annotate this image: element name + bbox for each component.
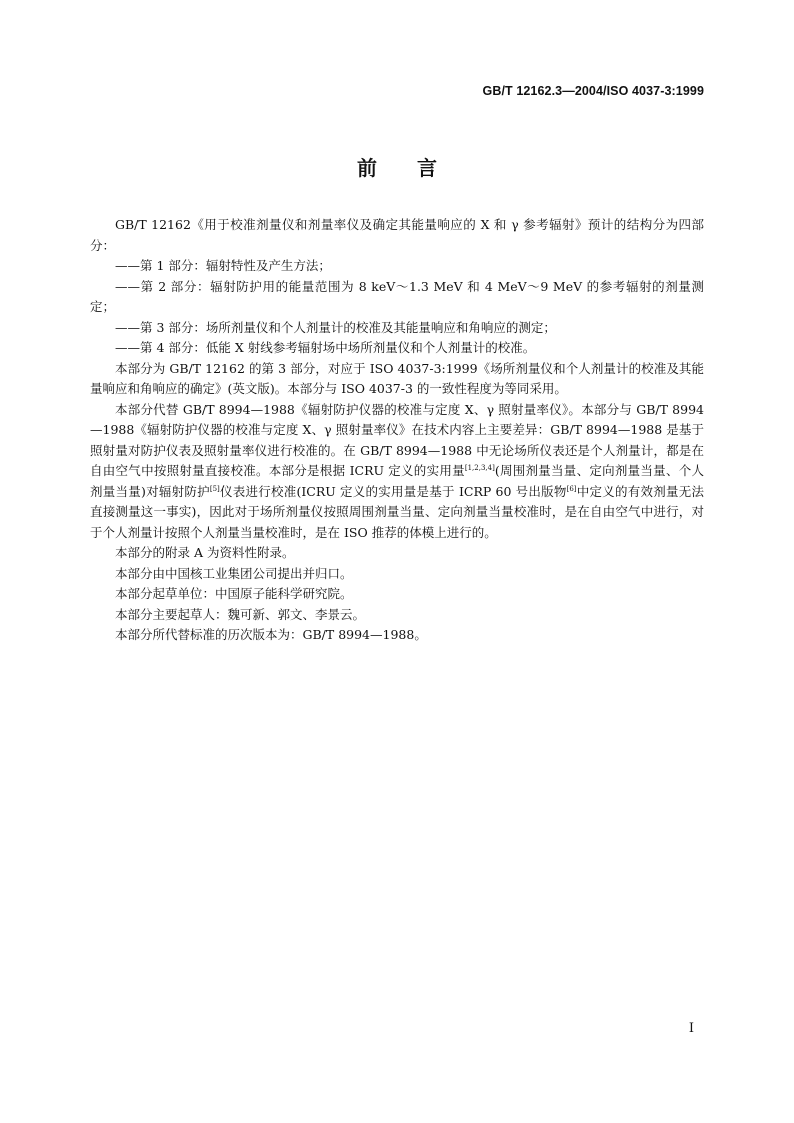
page-title: 前言: [357, 156, 477, 180]
paragraph-proposer: 本部分由中国核工业集团公司提出并归口。: [115, 565, 353, 581]
paragraph-correspondence: 本部分为 GB/T 12162 的第 3 部分，对应于 ISO 4037-3:1999《场所剂量仪和个人剂量计的校准及其能量响应和角响应的确定》(英文版)。本部分与 ISO 4037-3 的一致性程度为等同采用。: [90, 360, 704, 396]
paragraph-drafting-unit: 本部分起草单位：中国原子能科学研究院。: [115, 586, 353, 601]
reference-marker: [5]: [209, 484, 220, 493]
reference-marker: [6]: [566, 484, 577, 493]
foreword-body: [90, 215, 704, 646]
page-number: I: [688, 1021, 694, 1036]
standard-code-header: GB/T 12162.3—2004/ISO 4037-3:1999: [482, 84, 704, 98]
list-item-part-2: ——第 2 部分：辐射防护用的能量范围为 8 keV～1.3 MeV 和 4 MeV～9 MeV 的参考辐射的剂量测定；: [90, 278, 704, 314]
paragraph-structure-intro: GB/T 12162《用于校准剂量仪和剂量率仪及确定其能量响应的 X 和 γ 参考辐射》预计的结构分为四部分：: [90, 217, 704, 253]
paragraph-previous-versions: 本部分所代替标准的历次版本为：GB/T 8994—1988。: [115, 627, 427, 642]
list-item-part-3: ——第 3 部分：场所剂量仪和个人剂量计的校准及其能量响应和角响应的测定；: [115, 319, 556, 335]
paragraph-annex: 本部分的附录 A 为资料性附录。: [115, 545, 295, 560]
paragraph-drafters: 本部分主要起草人：魏可新、郭文、李景云。: [115, 606, 366, 622]
list-item-part-4: ——第 4 部分：低能 X 射线参考辐射场中场所剂量仪和个人剂量计的校准。: [115, 340, 536, 355]
differences-text-2: (周围剂量当量、定向剂量当量、个人剂量当量)对辐射防护: [90, 463, 704, 499]
list-item-part-1: ——第 1 部分：辐射特性及产生方法；: [115, 258, 331, 273]
differences-text-1: 本部分代替 GB/T 8994—1988《辐射防护仪器的校准与定度 X、γ 照射量率仪》。本部分与 GB/T 8994—1988《辐射防护仪器的校准与定度 X、γ 照射量率仪》在技术内容上主要差异：GB/T 8994—1988 是基于照射量对防护仪表及照射量率仪进行校准的。在 GB/T 8994—1988 中无论场所仪表还是个人剂量计，都是在自由空气中按照射量直接校准。本部分是根据 ICRU 定义的实用量: [90, 401, 704, 478]
differences-text-3: 仪表进行校准(ICRU 定义的实用量是基于 ICRP 60 号出版物: [219, 483, 567, 499]
differences-text-4: 中定义的有效剂量无法直接测量这一事实)，因此对于场所剂量仪按照周围剂量当量、定向剂量当量校准时，是在自由空气中进行，对于个人剂量计按照个人剂量当量校准时，是在 ISO 推荐的体模上进行的。: [90, 483, 704, 540]
paragraph-differences: [90, 400, 704, 544]
reference-marker: [1,2,3,4]: [464, 463, 495, 472]
